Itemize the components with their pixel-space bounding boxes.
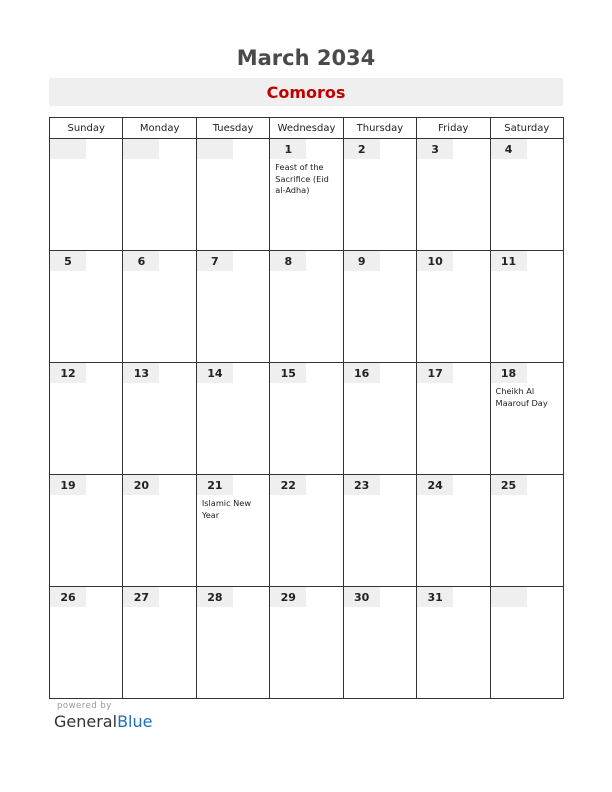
day-cell: [343, 363, 416, 475]
day-cell: [490, 251, 563, 363]
day-number: 24: [417, 475, 453, 495]
day-number: 18: [491, 363, 527, 383]
day-cell: [417, 139, 490, 251]
day-cell-empty: [490, 587, 563, 699]
weekday-saturday: Saturday: [490, 118, 563, 139]
day-number: 23: [344, 475, 380, 495]
day-number: 28: [197, 587, 233, 607]
day-number: 29: [270, 587, 306, 607]
day-cell: [343, 251, 416, 363]
day-number: 1: [270, 139, 306, 159]
day-cell: [490, 363, 563, 475]
weekday-wednesday: Wednesday: [270, 118, 343, 139]
day-number: [50, 139, 86, 159]
day-number: 25: [491, 475, 527, 495]
week-row: [50, 475, 564, 587]
brand-blue-text: Blue: [117, 712, 153, 731]
page-title: March 2034: [236, 46, 376, 70]
day-cell: [50, 587, 123, 699]
day-cell: [270, 587, 343, 699]
day-number: 4: [491, 139, 527, 159]
weekday-sunday: Sunday: [50, 118, 123, 139]
day-cell: [343, 475, 416, 587]
day-number: 5: [50, 251, 86, 271]
weekday-thursday: Thursday: [343, 118, 416, 139]
day-number: 7: [197, 251, 233, 271]
day-cell: [123, 587, 196, 699]
day-number: 15: [270, 363, 306, 383]
day-cell-empty: [123, 139, 196, 251]
day-number: [491, 587, 527, 607]
country-banner: [49, 78, 563, 106]
day-cell: [343, 139, 416, 251]
day-cell: [196, 475, 269, 587]
day-number: 22: [270, 475, 306, 495]
day-number: 20: [123, 475, 159, 495]
day-cell: [123, 475, 196, 587]
day-cell: [270, 475, 343, 587]
holiday-label: Islamic New Year: [201, 498, 252, 520]
weekday-tuesday: Tuesday: [196, 118, 269, 139]
brand-general-text: General: [54, 712, 118, 731]
weekday-header-row: [50, 118, 564, 139]
day-cell: [123, 251, 196, 363]
day-number: [197, 139, 233, 159]
day-number: 10: [417, 251, 453, 271]
day-cell-empty: [196, 139, 269, 251]
day-number: 19: [50, 475, 86, 495]
day-cell: [270, 363, 343, 475]
day-cell: [270, 251, 343, 363]
week-row: [50, 363, 564, 475]
day-number: 12: [50, 363, 86, 383]
brand-logo[interactable]: [54, 712, 152, 731]
powered-by-label: powered by: [57, 701, 112, 711]
day-cell: [196, 587, 269, 699]
day-cell: [417, 363, 490, 475]
day-number: 17: [417, 363, 453, 383]
day-cell: [50, 475, 123, 587]
day-cell: [343, 587, 416, 699]
day-number: 31: [417, 587, 453, 607]
day-number: 27: [123, 587, 159, 607]
day-cell: [417, 587, 490, 699]
day-number: 13: [123, 363, 159, 383]
calendar-grid: [49, 117, 564, 699]
day-number: 9: [344, 251, 380, 271]
day-number: 11: [491, 251, 527, 271]
week-row: [50, 587, 564, 699]
day-cell: [417, 475, 490, 587]
country-name: Comoros: [266, 83, 346, 102]
day-cell: [50, 363, 123, 475]
day-number: [123, 139, 159, 159]
day-number: 14: [197, 363, 233, 383]
week-row: [50, 251, 564, 363]
day-number: 30: [344, 587, 380, 607]
day-cell: [417, 251, 490, 363]
week-row: [50, 139, 564, 251]
day-cell: [270, 139, 343, 251]
day-number: 16: [344, 363, 380, 383]
day-cell: [490, 139, 563, 251]
weekday-friday: Friday: [417, 118, 490, 139]
day-number: 3: [417, 139, 453, 159]
day-cell: [196, 363, 269, 475]
day-cell: [490, 475, 563, 587]
day-cell: [123, 363, 196, 475]
day-number: 26: [50, 587, 86, 607]
day-cell-empty: [50, 139, 123, 251]
day-cell: [196, 251, 269, 363]
day-cell: [50, 251, 123, 363]
day-number: 2: [344, 139, 380, 159]
weekday-monday: Monday: [123, 118, 196, 139]
day-number: 21: [197, 475, 233, 495]
day-number: 8: [270, 251, 306, 271]
holiday-label: Feast of the Sacrifice (Eid al-Adha): [275, 162, 329, 195]
day-number: 6: [123, 251, 159, 271]
holiday-label: Cheikh Al Maarouf Day: [495, 386, 548, 408]
